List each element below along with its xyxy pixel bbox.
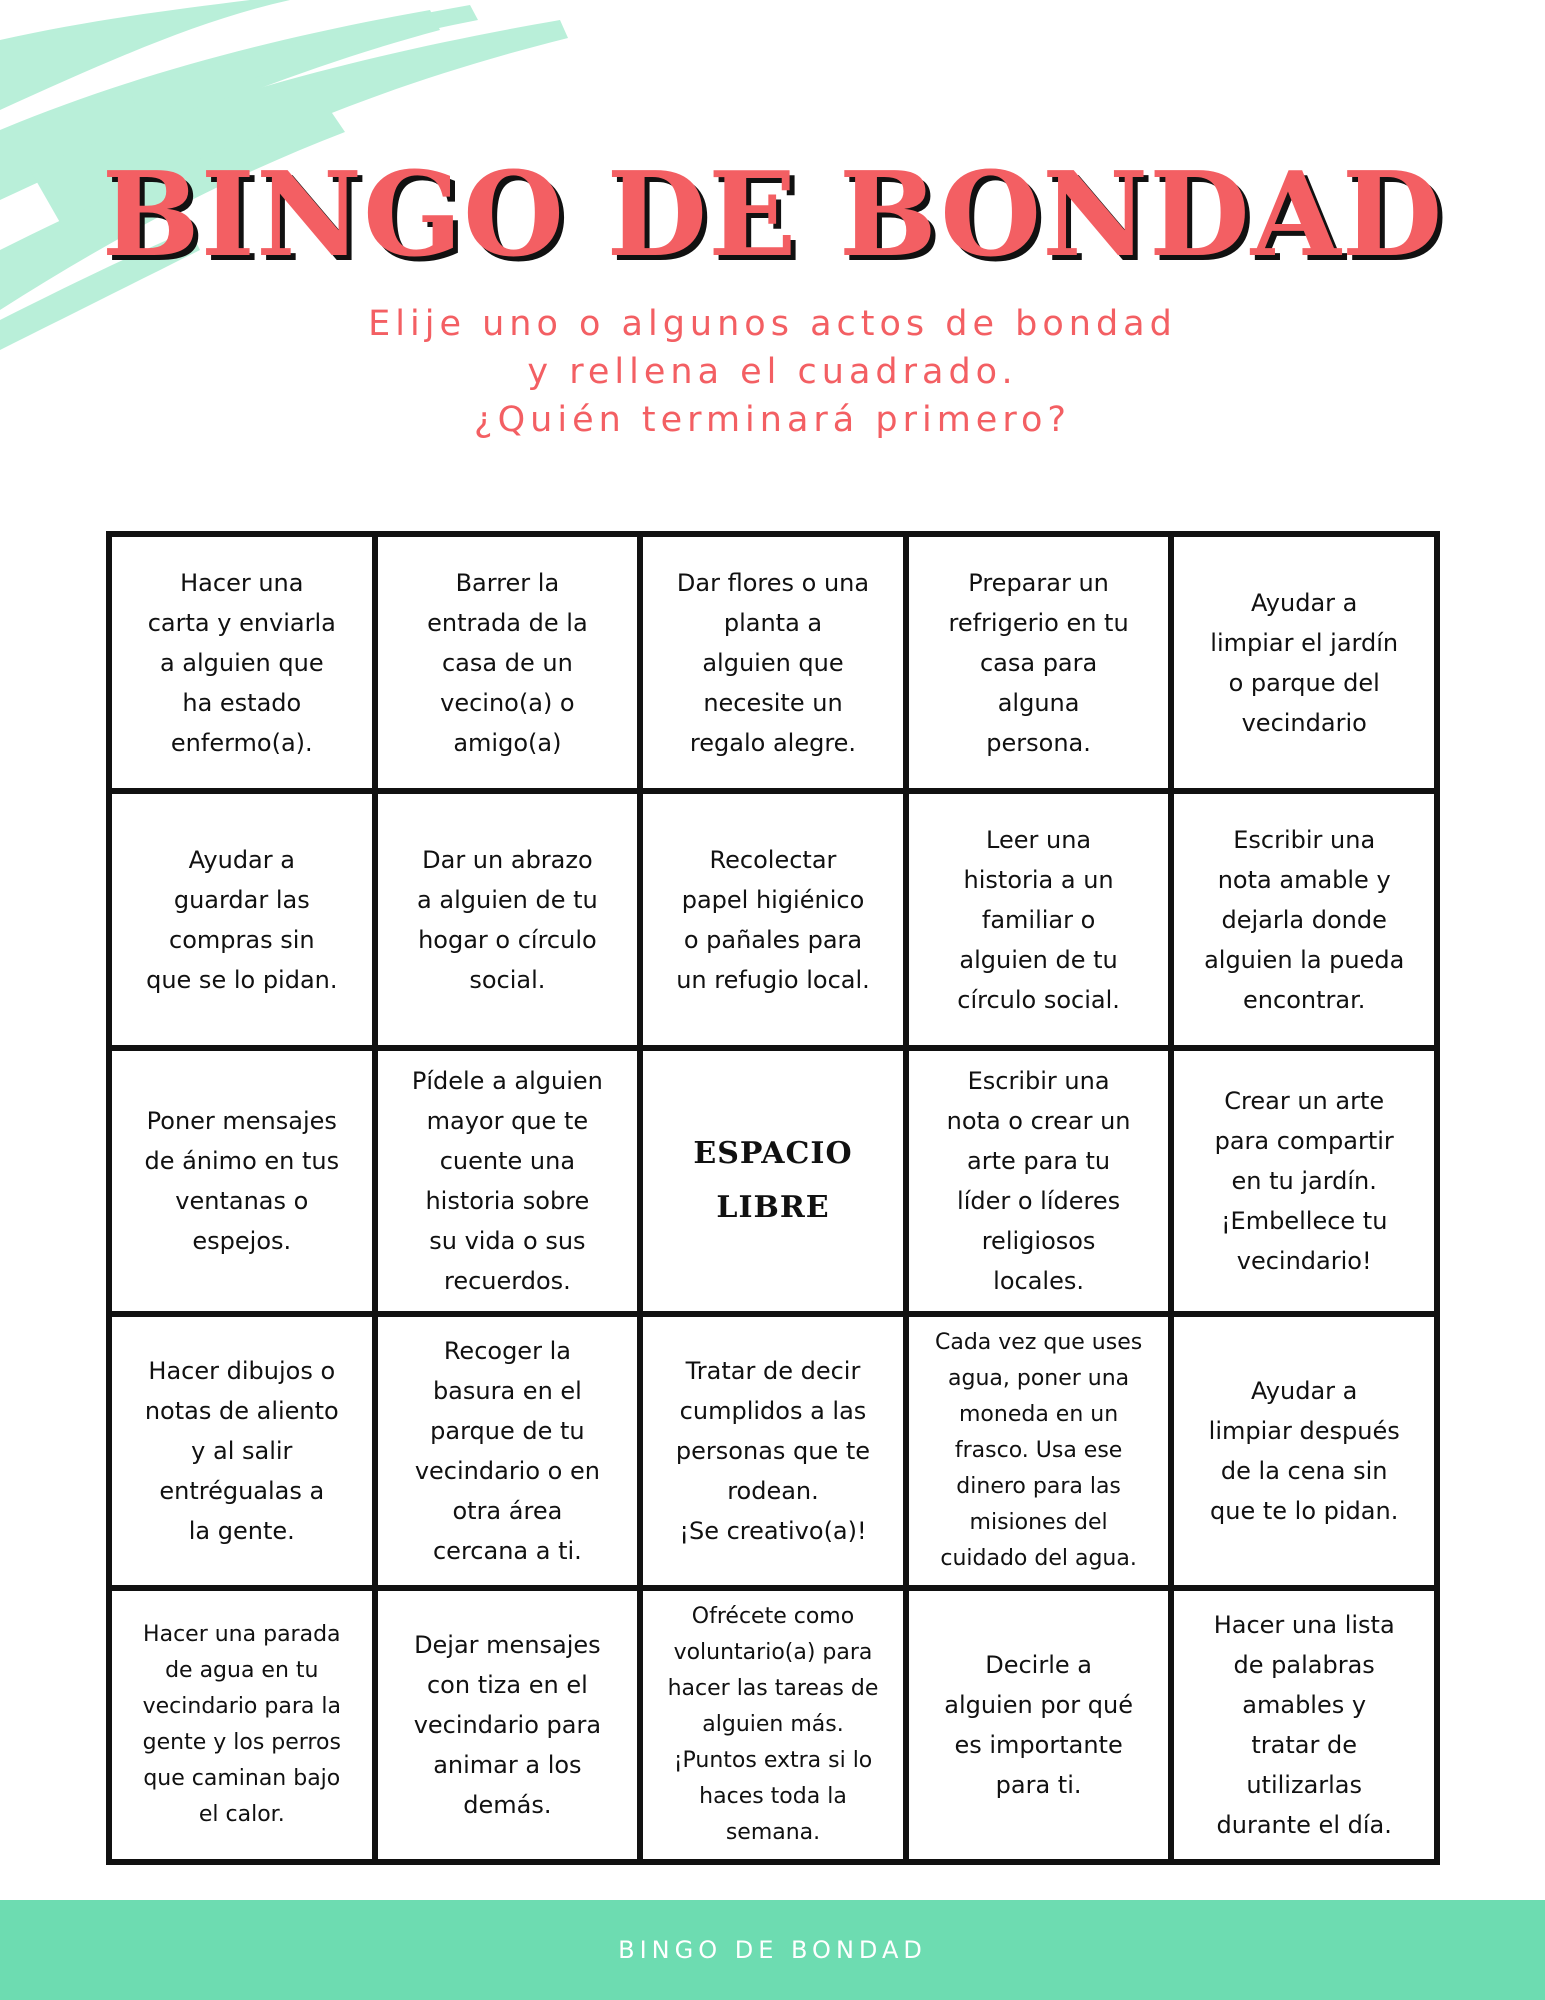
free-space-cell[interactable]: ESPACIO LIBRE: [643, 1051, 903, 1311]
bingo-cell[interactable]: Cada vez que uses agua, poner una moneda en un frasco. Usa ese dinero para las misiones del cuidado del agua.: [909, 1317, 1169, 1585]
page-title: BINGO DE BONDAD: [101, 147, 1444, 283]
bingo-board: [106, 531, 1440, 1865]
bingo-cell[interactable]: Poner mensajes de ánimo en tus ventanas o espejos.: [112, 1051, 372, 1311]
bingo-cell[interactable]: Ayudar a limpiar el jardín o parque del vecindario: [1174, 537, 1434, 788]
bingo-cell[interactable]: Hacer una carta y enviarla a alguien que ha estado enfermo(a).: [112, 537, 372, 788]
bingo-cell[interactable]: Hacer dibujos o notas de aliento y al salir entrégualas a la gente.: [112, 1317, 372, 1585]
bingo-cell[interactable]: Dar un abrazo a alguien de tu hogar o círculo social.: [378, 794, 638, 1045]
bingo-cell[interactable]: Tratar de decir cumplidos a las personas que te rodean. ¡Se creativo(a)!: [643, 1317, 903, 1585]
bingo-cell[interactable]: Decirle a alguien por qué es importante para ti.: [909, 1591, 1169, 1859]
bingo-cell[interactable]: Dejar mensajes con tiza en el vecindario para animar a los demás.: [378, 1591, 638, 1859]
subtitle-line: Elije uno o algunos actos de bondad: [368, 304, 1177, 344]
bingo-cell[interactable]: Dar flores o una planta a alguien que necesite un regalo alegre.: [643, 537, 903, 788]
subtitle-line: ¿Quién terminará primero?: [474, 400, 1071, 440]
bingo-cell[interactable]: Ofrécete como voluntario(a) para hacer las tareas de alguien más. ¡Puntos extra si lo haces toda la semana.: [643, 1591, 903, 1859]
footer-text: BINGO DE BONDAD: [618, 1936, 927, 1964]
bingo-cell[interactable]: Barrer la entrada de la casa de un vecino(a) o amigo(a): [378, 537, 638, 788]
bingo-cell[interactable]: Ayudar a limpiar después de la cena sin que te lo pidan.: [1174, 1317, 1434, 1585]
subtitle-line: y rellena el cuadrado.: [527, 352, 1018, 392]
bingo-cell[interactable]: Escribir una nota o crear un arte para tu líder o líderes religiosos locales.: [909, 1051, 1169, 1311]
bingo-cell[interactable]: Escribir una nota amable y dejarla donde alguien la pueda encontrar.: [1174, 794, 1434, 1045]
subtitle: [0, 300, 1545, 444]
bingo-cell[interactable]: Crear un arte para compartir en tu jardín. ¡Embellece tu vecindario!: [1174, 1051, 1434, 1311]
bingo-cell[interactable]: Recolectar papel higiénico o pañales para un refugio local.: [643, 794, 903, 1045]
bingo-cell[interactable]: Hacer una lista de palabras amables y tratar de utilizarlas durante el día.: [1174, 1591, 1434, 1859]
footer-bar: [0, 1900, 1545, 2000]
bingo-cell[interactable]: Ayudar a guardar las compras sin que se lo pidan.: [112, 794, 372, 1045]
bingo-cell[interactable]: Recoger la basura en el parque de tu vecindario o en otra área cercana a ti.: [378, 1317, 638, 1585]
bingo-cell[interactable]: Pídele a alguien mayor que te cuente una historia sobre su vida o sus recuerdos.: [378, 1051, 638, 1311]
bingo-cell[interactable]: Leer una historia a un familiar o alguien de tu círculo social.: [909, 794, 1169, 1045]
bingo-cell[interactable]: Hacer una parada de agua en tu vecindario para la gente y los perros que caminan bajo el calor.: [112, 1591, 372, 1859]
bingo-cell[interactable]: Preparar un refrigerio en tu casa para alguna persona.: [909, 537, 1169, 788]
